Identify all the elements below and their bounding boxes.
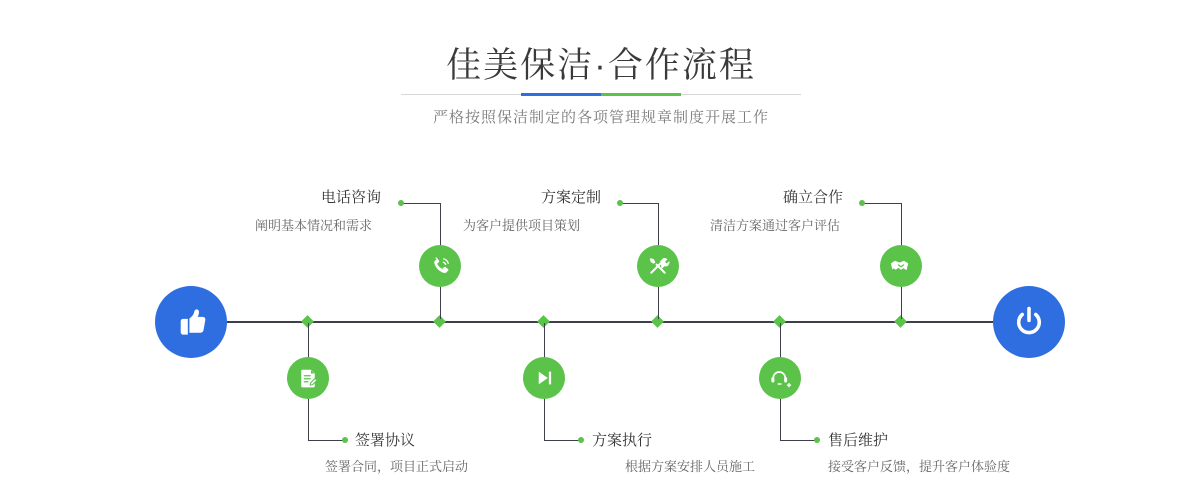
connector-phone-consult-h (401, 203, 441, 204)
step-desc-plan-customize: 为客户提供项目策划 (463, 218, 581, 233)
step-label-sign-agreement: 签署协议 (355, 432, 416, 449)
connector-sign-agreement-upper (308, 323, 309, 358)
connector-phone-consult-lower (440, 287, 441, 319)
connector-establish-cooperation (901, 203, 902, 246)
connector-plan-customize-h (620, 203, 659, 204)
divider-blue-segment (521, 93, 601, 96)
connector-endpoint-dot (578, 437, 584, 443)
play-next-icon (532, 366, 556, 390)
connector-sign-agreement-h (308, 440, 345, 441)
support-agent-icon (768, 366, 792, 390)
step-label-establish-cooperation: 确立合作 (783, 189, 844, 206)
connector-establish-cooperation-lower (901, 287, 902, 319)
connector-plan-execute-lower (544, 399, 545, 440)
step-icon-plan-customize (637, 245, 679, 287)
step-desc-sign-agreement: 签署合同，项目正式启动 (325, 459, 469, 474)
page-title: 佳美保洁·合作流程 (446, 46, 756, 85)
step-desc-plan-execute: 根据方案安排人员施工 (625, 459, 756, 474)
connector-sign-agreement-lower (308, 399, 309, 440)
phone-call-icon (428, 254, 452, 278)
power-icon (1010, 303, 1048, 341)
divider-green-segment (601, 93, 681, 96)
step-label-phone-consult: 电话咨询 (321, 189, 382, 206)
step-desc-establish-cooperation: 清洁方案通过客户评估 (710, 218, 841, 233)
step-desc-after-sales: 接受客户反馈，提升客户体验度 (828, 459, 1011, 474)
connector-after-sales-upper (780, 323, 781, 358)
connector-plan-customize-lower (658, 287, 659, 319)
connector-endpoint-dot (398, 200, 404, 206)
connector-endpoint-dot (814, 437, 820, 443)
connector-plan-execute-h (544, 440, 581, 441)
step-icon-after-sales (759, 357, 801, 399)
page-subtitle: 严格按照保洁制定的各项管理规章制度开展工作 (432, 109, 769, 126)
title-divider (401, 93, 801, 96)
timeline-end-node (993, 286, 1065, 358)
connector-plan-execute-upper (544, 323, 545, 358)
connector-after-sales-lower (780, 399, 781, 440)
connector-phone-consult (440, 203, 441, 246)
connector-endpoint-dot (617, 200, 623, 206)
handshake-icon (889, 254, 913, 278)
step-icon-establish-cooperation (880, 245, 922, 287)
connector-plan-customize (658, 203, 659, 246)
step-label-after-sales: 售后维护 (828, 432, 889, 449)
connector-after-sales-h (780, 440, 817, 441)
step-icon-sign-agreement (287, 357, 329, 399)
connector-endpoint-dot (859, 200, 865, 206)
document-edit-icon (296, 366, 320, 390)
step-label-plan-execute: 方案执行 (592, 432, 653, 449)
timeline-start-node (155, 286, 227, 358)
thumbs-up-icon (172, 303, 210, 341)
step-desc-phone-consult: 阐明基本情况和需求 (255, 218, 373, 233)
step-icon-phone-consult (419, 245, 461, 287)
tools-icon (646, 254, 670, 278)
connector-establish-cooperation-h (862, 203, 902, 204)
connector-endpoint-dot (342, 437, 348, 443)
step-icon-plan-execute (523, 357, 565, 399)
step-label-plan-customize: 方案定制 (541, 189, 602, 206)
